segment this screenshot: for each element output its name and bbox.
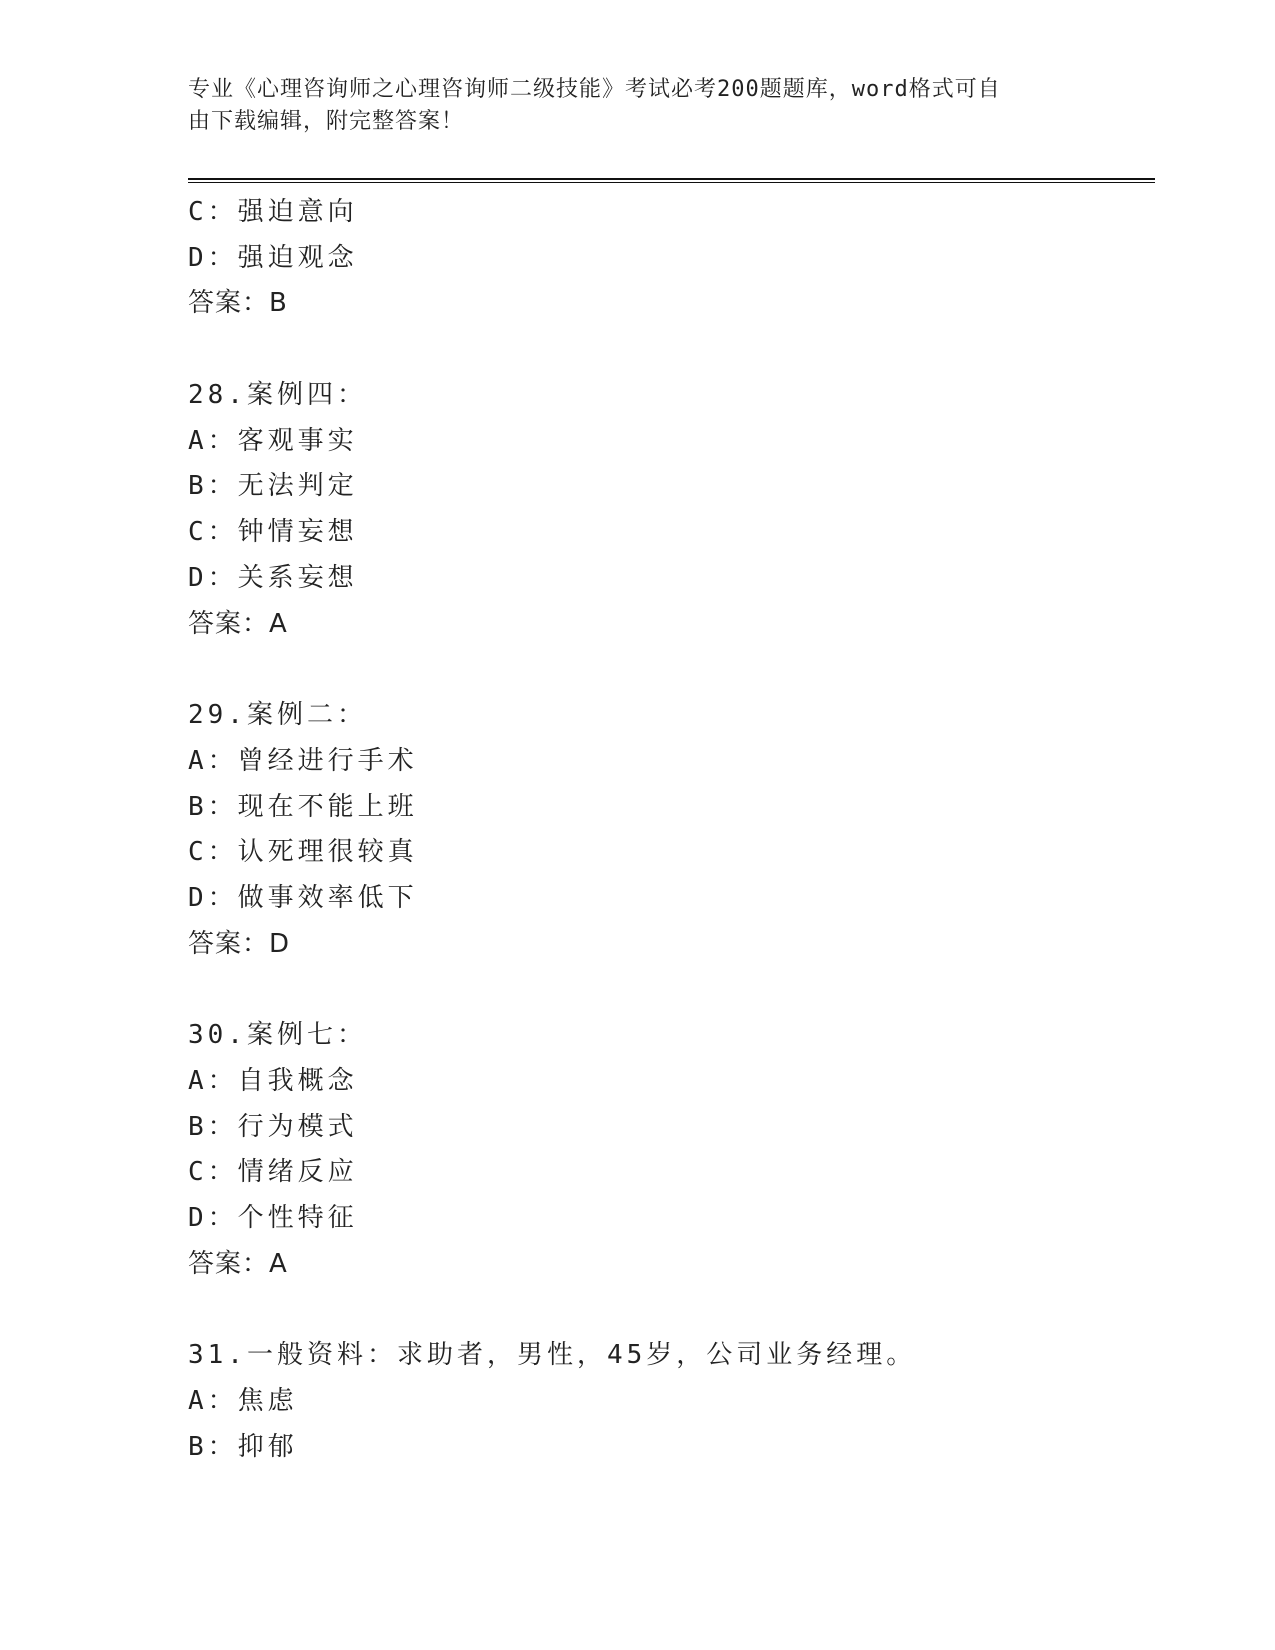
document-header xyxy=(188,74,1088,138)
spacer xyxy=(188,647,1148,693)
option-line: A：曾经进行手术 xyxy=(188,745,418,776)
option-line: D：个性特征 xyxy=(188,1203,358,1234)
option-line: A：自我概念 xyxy=(188,1066,358,1096)
answer-line: 答案：A xyxy=(188,608,288,639)
header-divider xyxy=(188,178,1155,183)
spacer xyxy=(188,327,1148,373)
option-line: A：焦虑 xyxy=(188,1386,298,1417)
option-line: A：客观事实 xyxy=(188,425,358,456)
option-line: C：强迫意向 xyxy=(188,197,358,227)
option-line: D：强迫观念 xyxy=(188,242,358,273)
option-line: B：抑郁 xyxy=(188,1431,298,1462)
question-list xyxy=(188,190,1148,1471)
header-line-2: 由下载编辑，附完整答案！ xyxy=(188,109,465,134)
option-line: D：做事效率低下 xyxy=(188,882,418,913)
header-line-1: 专业《心理咨询师之心理咨询师二级技能》考试必考200题题库，word格式可自 xyxy=(188,77,1001,102)
spacer xyxy=(188,967,1148,1013)
option-line: B：行为模式 xyxy=(188,1111,358,1142)
answer-line: 答案：B xyxy=(188,288,288,319)
question-title: 31.一般资料：求助者，男性，45岁，公司业务经理。 xyxy=(188,1340,917,1371)
option-line: B：无法判定 xyxy=(188,471,358,502)
option-line: B：现在不能上班 xyxy=(188,791,418,822)
option-line: C：情绪反应 xyxy=(188,1157,358,1188)
option-line: D：关系妄想 xyxy=(188,562,358,593)
question-title: 30.案例七： xyxy=(188,1020,367,1051)
option-line: C：钟情妄想 xyxy=(188,517,358,548)
question-title: 28.案例四： xyxy=(188,380,367,411)
answer-line: 答案：D xyxy=(188,928,291,959)
answer-line: 答案：A xyxy=(188,1248,288,1279)
question-title: 29.案例二： xyxy=(188,700,367,731)
option-line: C：认死理很较真 xyxy=(188,837,418,868)
spacer xyxy=(188,1287,1148,1333)
